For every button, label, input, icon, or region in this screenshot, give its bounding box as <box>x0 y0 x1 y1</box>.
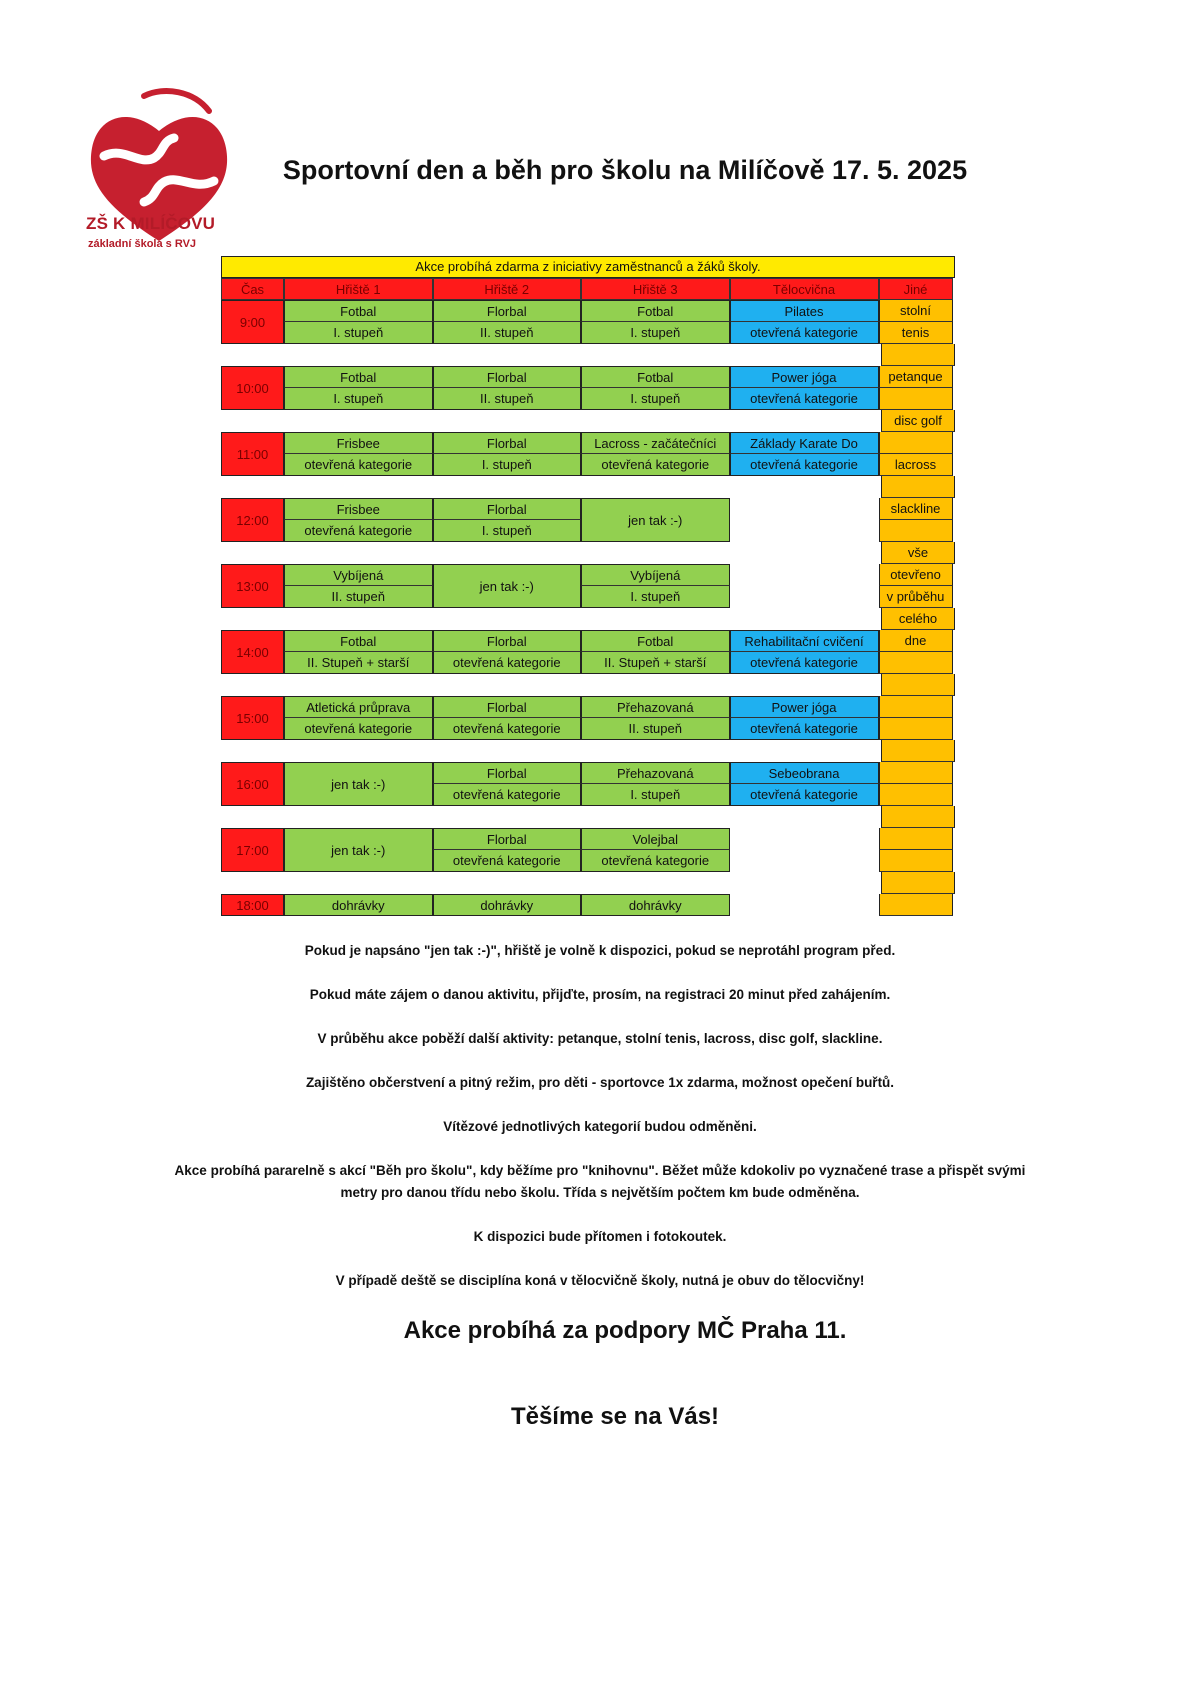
time-cell: 11:00 <box>221 432 284 476</box>
telocvicna-cell <box>730 762 879 806</box>
hriste-1-cell <box>284 432 433 476</box>
hriste-1-cell-activity: Atletická průprava <box>284 696 433 718</box>
hriste-2-cell-activity: Florbal <box>433 696 582 718</box>
schedule-row-1100 <box>221 432 955 476</box>
schedule-row-1000 <box>221 366 955 410</box>
note-photo-corner: K dispozici bude přítomen i fotokoutek. <box>473 1229 727 1244</box>
hriste-2-cell-category: I. stupeň <box>433 520 582 542</box>
schedule-row-1800 <box>221 894 955 916</box>
jine-cell <box>879 850 953 872</box>
jine-cell <box>881 476 955 498</box>
hriste-3-cell-category: I. stupeň <box>581 388 730 410</box>
hriste-1-cell-activity: Fotbal <box>284 630 433 652</box>
telocvicna-cell <box>730 432 879 476</box>
hriste-1-cell <box>284 696 433 740</box>
time-cell: 14:00 <box>221 630 284 674</box>
jine-column-part <box>881 344 955 366</box>
hriste-2-cell <box>433 696 582 740</box>
hriste-3-cell-activity: Fotbal <box>581 300 730 322</box>
hriste-3-cell <box>581 432 730 476</box>
jine-cell: disc golf <box>881 410 955 432</box>
hriste-2-cell-activity: Florbal <box>433 762 582 784</box>
hriste-1-cell-category: I. stupeň <box>284 322 433 344</box>
spacer-blank <box>221 740 881 762</box>
telocvicna-cell-category: otevřená kategorie <box>730 784 879 806</box>
spacer-blank <box>221 344 881 366</box>
schedule-header-row <box>221 278 955 300</box>
hriste-2-cell-activity: Florbal <box>433 300 582 322</box>
hriste-1-cell <box>284 630 433 674</box>
schedule-banner: Akce probíhá zdarma z iniciativy zaměstnanců a žáků školy. <box>221 256 955 278</box>
hriste-2-cell: dohrávky <box>433 894 582 916</box>
time-cell: 10:00 <box>221 366 284 410</box>
telocvicna-cell <box>730 366 879 410</box>
jine-cell <box>879 718 953 740</box>
jine-cell <box>879 784 953 806</box>
telocvicna-cell <box>730 696 879 740</box>
jine-cell <box>879 388 953 410</box>
jine-column-part <box>881 872 955 894</box>
hriste-1-cell-activity: Fotbal <box>284 300 433 322</box>
hriste-3-cell-category: I. stupeň <box>581 784 730 806</box>
hriste-1-cell <box>284 498 433 542</box>
telocvicna-cell-empty <box>730 828 879 872</box>
telocvicna-cell-activity: Rehabilitační cvičení <box>730 630 879 652</box>
jine-column-part <box>881 806 955 828</box>
schedule-row-1700 <box>221 828 955 872</box>
support-note: Akce probíhá za podpory MČ Praha 11. <box>403 1317 847 1344</box>
hriste-2-cell-activity: Florbal <box>433 498 582 520</box>
schedule-spacer-row <box>221 344 955 366</box>
jine-column-part <box>881 410 955 432</box>
jine-cell: stolní <box>879 300 953 322</box>
jine-column-part <box>879 630 953 674</box>
jine-column-part <box>881 674 955 696</box>
hriste-3-cell-activity: Fotbal <box>581 630 730 652</box>
hriste-3-cell <box>581 564 730 608</box>
telocvicna-cell-activity: Sebeobrana <box>730 762 879 784</box>
jine-cell: tenis <box>879 322 953 344</box>
hriste-2-cell-category: otevřená kategorie <box>433 718 582 740</box>
telocvicna-cell-activity: Pilates <box>730 300 879 322</box>
hriste-1-cell-category: otevřená kategorie <box>284 454 433 476</box>
schedule-spacer-row <box>221 674 955 696</box>
time-cell: 9:00 <box>221 300 284 344</box>
header-hriste-3: Hřiště 3 <box>581 278 730 300</box>
jine-cell <box>881 674 955 696</box>
note-other-activities: V průběhu akce poběží další aktivity: petanque, stolní tenis, lacross, disc golf, slackline. <box>317 1031 883 1046</box>
hriste-2-cell <box>433 828 582 872</box>
time-cell: 15:00 <box>221 696 284 740</box>
jine-cell <box>881 806 955 828</box>
telocvicna-cell-activity: Power jóga <box>730 366 879 388</box>
hriste-1-cell-category: II. Stupeň + starší <box>284 652 433 674</box>
jine-column-part <box>879 498 953 542</box>
jine-cell <box>879 520 953 542</box>
hriste-1-cell: dohrávky <box>284 894 433 916</box>
hriste-3-cell-category: II. stupeň <box>581 718 730 740</box>
hriste-3-cell-activity: Volejbal <box>581 828 730 850</box>
header-telocvicna: Tělocvična <box>730 278 879 300</box>
telocvicna-cell <box>730 300 879 344</box>
jine-column-part <box>879 300 953 344</box>
schedule-row-1400 <box>221 630 955 674</box>
note-rain: V případě deště se disciplína koná v tělocvičně školy, nutná je obuv do tělocvičny! <box>335 1273 865 1288</box>
hriste-2-cell-category: I. stupeň <box>433 454 582 476</box>
hriste-1-cell-category: I. stupeň <box>284 388 433 410</box>
schedule-row-1600 <box>221 762 955 806</box>
jine-column-part <box>881 608 955 630</box>
spacer-blank <box>221 608 881 630</box>
hriste-1-cell <box>284 366 433 410</box>
time-cell: 18:00 <box>221 894 284 916</box>
closing-note: Těšíme se na Vás! <box>510 1403 720 1430</box>
note-beh-pro-skolu: Akce probíhá pararelně s akcí "Běh pro školu", kdy běžíme pro "knihovnu". Běžet může kdokoliv po vyznačené trase a přispět svými metry pro danou třídu nebo školu. Třída s největším počtem km bude odměněna. <box>174 1163 1026 1200</box>
header-cas: Čas <box>221 278 284 300</box>
hriste-1-cell <box>284 564 433 608</box>
hriste-1-cell-activity: Vybíjená <box>284 564 433 586</box>
jine-column-part <box>879 366 953 410</box>
schedule-spacer-row <box>221 806 955 828</box>
note-jen-tak: Pokud je napsáno "jen tak :-)", hřiště je volně k dispozici, pokud se neprotáhl program před. <box>304 943 896 958</box>
jine-cell <box>879 828 953 850</box>
telocvicna-cell-category: otevřená kategorie <box>730 388 879 410</box>
hriste-3-cell <box>581 828 730 872</box>
jine-column-part <box>879 894 953 916</box>
telocvicna-cell-activity: Základy Karate Do <box>730 432 879 454</box>
hriste-1-cell <box>284 300 433 344</box>
hriste-2-cell <box>433 630 582 674</box>
hriste-1-cell-activity: Fotbal <box>284 366 433 388</box>
header-jine: Jiné <box>879 278 953 300</box>
spacer-blank <box>221 542 881 564</box>
note-registration: Pokud máte zájem o danou aktivitu, přijďte, prosím, na registraci 20 minut před zahájením. <box>309 987 891 1002</box>
hriste-2-cell-activity: Florbal <box>433 630 582 652</box>
note-refreshments: Zajištěno občerstvení a pitný režim, pro děti - sportovce 1x zdarma, možnost opečení buřtů. <box>305 1075 895 1090</box>
logo-school-name: ZŠ K MILÍČOVU <box>86 214 216 233</box>
jine-column-part <box>879 762 953 806</box>
jine-cell <box>879 762 953 784</box>
jine-cell <box>879 696 953 718</box>
jine-column-part <box>881 542 955 564</box>
schedule-row-900 <box>221 300 955 344</box>
hriste-1-cell-activity: Frisbee <box>284 432 433 454</box>
hriste-1-cell-category: II. stupeň <box>284 586 433 608</box>
jine-column-part <box>879 564 953 608</box>
jine-cell <box>879 652 953 674</box>
schedule-row-1500 <box>221 696 955 740</box>
telocvicna-cell-category: otevřená kategorie <box>730 454 879 476</box>
hriste-1-cell-activity: Frisbee <box>284 498 433 520</box>
jine-cell: v průběhu <box>879 586 953 608</box>
telocvicna-cell-activity: Power jóga <box>730 696 879 718</box>
jine-column-part <box>881 740 955 762</box>
spacer-blank <box>221 806 881 828</box>
hriste-2-cell-category: otevřená kategorie <box>433 850 582 872</box>
hriste-3-cell-activity: Přehazovaná <box>581 696 730 718</box>
schedule-row-1200 <box>221 498 955 542</box>
hriste-2-cell-activity: Florbal <box>433 366 582 388</box>
schedule-spacer-row <box>221 476 955 498</box>
hriste-3-cell <box>581 762 730 806</box>
hriste-3-cell <box>581 300 730 344</box>
telocvicna-cell <box>730 630 879 674</box>
spacer-blank <box>221 872 881 894</box>
telocvicna-cell-category: otevřená kategorie <box>730 718 879 740</box>
schedule-spacer-row <box>221 608 955 630</box>
hriste-1-cell-category: otevřená kategorie <box>284 520 433 542</box>
jine-column-part <box>881 476 955 498</box>
hriste-2-cell-activity: Florbal <box>433 432 582 454</box>
hriste-2-cell-category: otevřená kategorie <box>433 652 582 674</box>
hriste-2-cell <box>433 432 582 476</box>
note-winners: Vítězové jednotlivých kategorií budou odměněni. <box>443 1119 757 1134</box>
telocvicna-cell-category: otevřená kategorie <box>730 322 879 344</box>
hriste-3-cell-activity: Lacross - začátečníci <box>581 432 730 454</box>
hriste-2-cell <box>433 300 582 344</box>
telocvicna-cell-empty <box>730 564 879 608</box>
hriste-3-cell-category: II. Stupeň + starší <box>581 652 730 674</box>
jine-cell: vše <box>881 542 955 564</box>
schedule-spacer-row <box>221 740 955 762</box>
hriste-2-cell <box>433 498 582 542</box>
hriste-1-cell: jen tak :-) <box>284 828 433 872</box>
header-hriste-1: Hřiště 1 <box>284 278 433 300</box>
hriste-3-cell-category: otevřená kategorie <box>581 454 730 476</box>
jine-column-part <box>879 696 953 740</box>
jine-column-part <box>879 828 953 872</box>
hriste-1-cell: jen tak :-) <box>284 762 433 806</box>
hriste-3-cell: dohrávky <box>581 894 730 916</box>
jine-column-part <box>879 432 953 476</box>
hriste-3-cell <box>581 630 730 674</box>
jine-cell: petanque <box>879 366 953 388</box>
jine-cell <box>879 894 953 916</box>
hriste-2-cell-activity: Florbal <box>433 828 582 850</box>
jine-cell: dne <box>879 630 953 652</box>
jine-cell: lacross <box>879 454 953 476</box>
jine-cell: slackline <box>879 498 953 520</box>
hriste-3-cell-activity: Přehazovaná <box>581 762 730 784</box>
hriste-3-cell-activity: Vybíjená <box>581 564 730 586</box>
telocvicna-cell-category: otevřená kategorie <box>730 652 879 674</box>
page-title: Sportovní den a běh pro školu na Milíčově 17. 5. 2025 <box>282 155 968 185</box>
schedule-row-1300 <box>221 564 955 608</box>
time-cell: 16:00 <box>221 762 284 806</box>
spacer-blank <box>221 476 881 498</box>
spacer-blank <box>221 410 881 432</box>
header-hriste-2: Hřiště 2 <box>433 278 582 300</box>
hriste-3-cell <box>581 696 730 740</box>
jine-cell <box>881 872 955 894</box>
telocvicna-cell-empty <box>730 498 879 542</box>
hriste-1-cell-category: otevřená kategorie <box>284 718 433 740</box>
hriste-3-cell-category: I. stupeň <box>581 322 730 344</box>
jine-cell: celého <box>881 608 955 630</box>
hriste-2-cell-category: II. stupeň <box>433 322 582 344</box>
time-cell: 17:00 <box>221 828 284 872</box>
notes-section <box>0 940 1200 1314</box>
hriste-3-cell-category: otevřená kategorie <box>581 850 730 872</box>
schedule-table <box>221 256 955 916</box>
hriste-3-cell-category: I. stupeň <box>581 586 730 608</box>
hriste-2-cell: jen tak :-) <box>433 564 582 608</box>
jine-cell <box>879 432 953 454</box>
time-cell: 12:00 <box>221 498 284 542</box>
jine-cell <box>881 344 955 366</box>
time-cell: 13:00 <box>221 564 284 608</box>
schedule-spacer-row <box>221 542 955 564</box>
hriste-2-cell-category: otevřená kategorie <box>433 784 582 806</box>
hriste-2-cell <box>433 366 582 410</box>
jine-cell <box>881 740 955 762</box>
telocvicna-cell-empty <box>730 894 879 916</box>
hriste-3-cell: jen tak :-) <box>581 498 730 542</box>
hriste-2-cell-category: II. stupeň <box>433 388 582 410</box>
logo-subtitle: základní škola s RVJ <box>88 238 197 250</box>
schedule-body <box>221 300 955 916</box>
schedule-spacer-row <box>221 410 955 432</box>
spacer-blank <box>221 674 881 696</box>
schedule-spacer-row <box>221 872 955 894</box>
jine-cell: otevřeno <box>879 564 953 586</box>
hriste-2-cell <box>433 762 582 806</box>
hriste-3-cell-activity: Fotbal <box>581 366 730 388</box>
hriste-3-cell <box>581 366 730 410</box>
